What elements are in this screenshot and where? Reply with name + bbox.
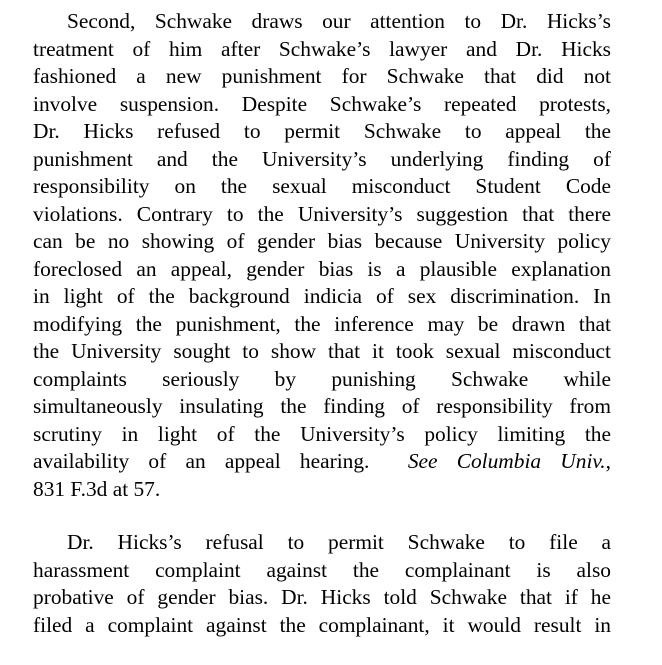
text-run: availability of an appeal hearing. xyxy=(33,449,408,473)
text-line: complaints seriously by punishing Schwake while xyxy=(33,366,611,391)
text-line: Dr. Hicks’s refusal to permit Schwake to file a xyxy=(67,530,611,554)
text-line: harassment complaint against the complainant is also xyxy=(33,557,611,582)
document-page xyxy=(33,8,611,639)
text-line: involve suspension. Despite Schwake’s repeated protests, xyxy=(33,91,611,116)
text-line: the University sought to show that it took sexual misconduct xyxy=(33,339,611,363)
text-line: punishment and the University’s underlying finding of xyxy=(33,146,611,171)
text-line: responsibility on the sexual misconduct Student Code xyxy=(33,174,611,198)
text-line: 831 F.3d at 57. xyxy=(33,476,161,501)
text-line: foreclosed an appeal, gender bias is a plausible explanation xyxy=(33,256,611,281)
text-line: treatment of him after Schwake’s lawyer and Dr. Hicks xyxy=(33,36,611,61)
text-line: violations. Contrary to the University’s suggestion that there xyxy=(33,201,611,226)
paragraph-schwake-appeal xyxy=(33,8,611,503)
citation-italic: See Columbia Univ. xyxy=(407,449,606,473)
text-line: probative of gender bias. Dr. Hicks told Schwake that if he xyxy=(33,585,611,609)
text-line: in light of the background indicia of sex discrimination. In xyxy=(33,284,611,308)
text-line: scrutiny in light of the University’s policy limiting the xyxy=(33,421,611,446)
paragraph-harassment-complaint xyxy=(33,529,611,639)
text-line: modifying the punishment, the inference may be drawn that xyxy=(33,311,611,336)
text-line: can be no showing of gender bias because University policy xyxy=(33,229,611,253)
text-line: filed a complaint against the complainant, it would result in xyxy=(33,612,611,637)
text-line: fashioned a new punishment for Schwake that did not xyxy=(33,64,611,88)
text-line: Second, Schwake draws our attention to Dr. Hicks’s xyxy=(67,9,611,33)
text-line: Dr. Hicks refused to permit Schwake to appeal the xyxy=(33,119,611,143)
text-line: simultaneously insulating the finding of responsibility from xyxy=(33,394,611,418)
text-line xyxy=(33,448,611,476)
text-run: , xyxy=(605,449,611,473)
